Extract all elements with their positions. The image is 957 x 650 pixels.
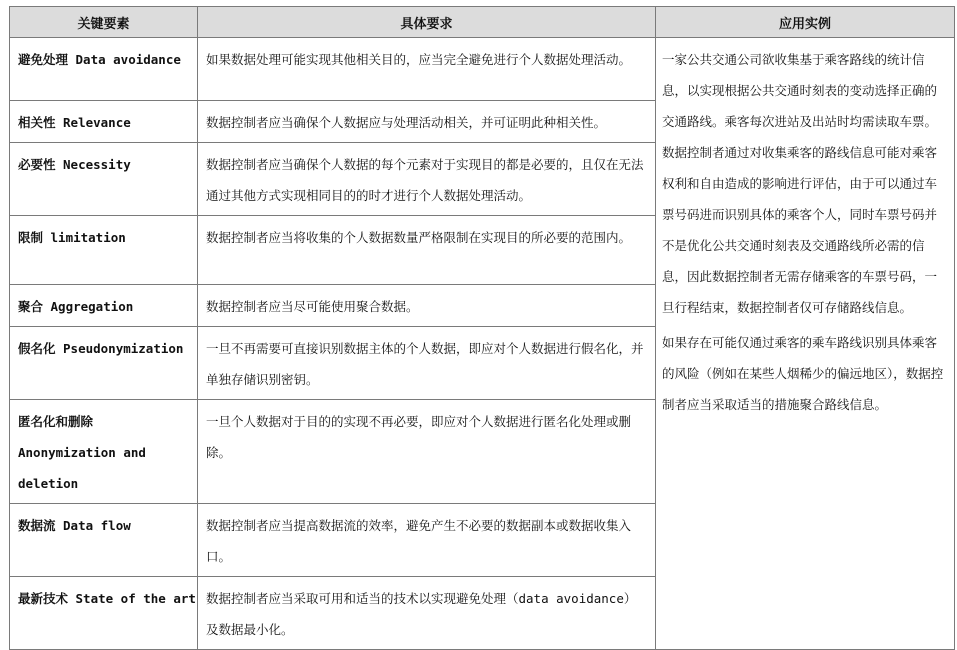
key-element-cell: 必要性 Necessity — [10, 143, 198, 216]
requirement-cell: 数据控制者应当确保个人数据应与处理活动相关，并可证明此种相关性。 — [198, 101, 656, 143]
requirement-cell: 数据控制者应当确保个人数据的每个元素对于实现目的都是必要的，且仅在无法通过其他方式实现相同目的的时才进行个人数据处理活动。 — [198, 143, 656, 216]
example-paragraph: 如果存在可能仅通过乘客的乘车路线识别具体乘客的风险（例如在某些人烟稀少的偏远地区），数据控制者应当采取适当的措施聚合路线信息。 — [662, 335, 944, 412]
key-element-cell: 聚合 Aggregation — [10, 285, 198, 327]
header-application-example: 应用实例 — [656, 7, 955, 38]
key-element-cell: 匿名化和删除 Anonymization and deletion — [10, 400, 198, 504]
key-element-cell: 最新技术 State of the art — [10, 577, 198, 650]
requirement-cell: 一旦不再需要可直接识别数据主体的个人数据，即应对个人数据进行假名化，并单独存储识别密钥。 — [198, 327, 656, 400]
requirement-cell: 数据控制者应当尽可能使用聚合数据。 — [198, 285, 656, 327]
header-specific-requirement: 具体要求 — [198, 7, 656, 38]
key-element-cell: 假名化 Pseudonymization — [10, 327, 198, 400]
key-element-cell: 相关性 Relevance — [10, 101, 198, 143]
key-element-cell: 避免处理 Data avoidance — [10, 38, 198, 101]
requirement-cell: 数据控制者应当将收集的个人数据数量严格限制在实现目的所必要的范围内。 — [198, 216, 656, 285]
key-element-cell: 数据流 Data flow — [10, 504, 198, 577]
requirement-cell: 数据控制者应当采取可用和适当的技术以实现避免处理（data avoidance）及数据最小化。 — [198, 577, 656, 650]
table-row — [10, 38, 955, 101]
example-paragraph: 一家公共交通公司欲收集基于乘客路线的统计信息，以实现根据公共交通时刻表的变动选择正确的交通路线。乘客每次进站及出站时均需读取车票。数据控制者通过对收集乘客的路线信息可能对乘客权利和自由造成的影响进行评估，由于可以通过车票号码进而识别具体的乘客个人，同时车票号码并不是优化公共交通时刻表及交通路线所必需的信息，因此数据控制者无需存储乘客的车票号码，一旦行程结束，数据控制者仅可存储路线信息。 — [662, 52, 938, 315]
requirement-cell: 一旦个人数据对于目的的实现不再必要，即应对个人数据进行匿名化处理或删除。 — [198, 400, 656, 504]
header-key-element: 关键要素 — [10, 7, 198, 38]
requirement-cell: 如果数据处理可能实现其他相关目的，应当完全避免进行个人数据处理活动。 — [198, 38, 656, 101]
data-minimization-table — [9, 6, 955, 650]
requirement-cell: 数据控制者应当提高数据流的效率，避免产生不必要的数据副本或数据收集入口。 — [198, 504, 656, 577]
application-example-cell — [656, 38, 955, 650]
header-row — [10, 7, 955, 38]
key-element-cell: 限制 limitation — [10, 216, 198, 285]
